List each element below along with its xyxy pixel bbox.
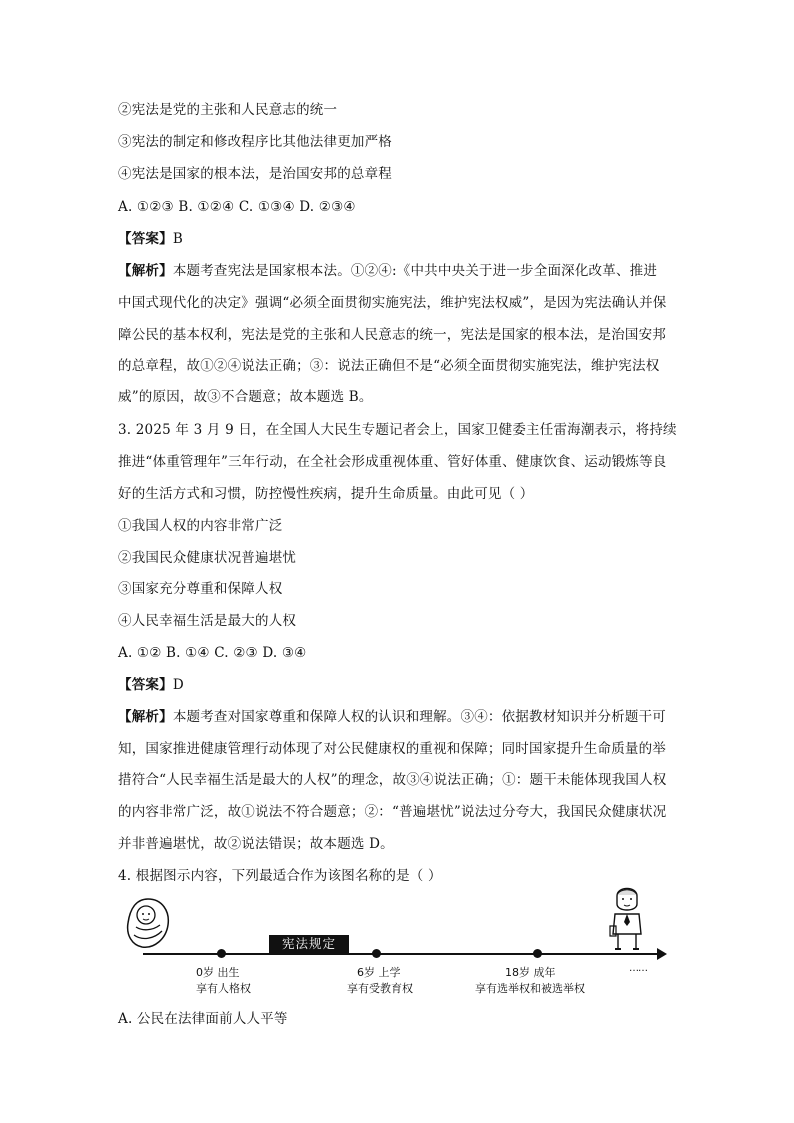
q3-answer: [118, 677, 678, 693]
point-age-label: 18岁 成年: [505, 966, 556, 979]
q2-answer: [118, 231, 678, 247]
q3-analysis-line-1: [118, 709, 678, 725]
analysis-text: 本题考查对国家尊重和保障人权的认识和理解。③④：依据教材知识并分析题干可: [172, 709, 667, 725]
q3-analysis-line-2: 知，国家推进健康管理行动体现了对公民健康权的重视和保障；同时国家提升生命质量的举: [118, 741, 666, 757]
adult-man-icon: [606, 882, 648, 952]
q2-choices: A. ①②③ B. ①②④ C. ①③④ D. ②③④: [118, 199, 356, 215]
q3-option-1: ①我国人权的内容非常广泛: [118, 518, 283, 534]
arrow-right-icon: [657, 948, 667, 960]
baby-icon: [124, 897, 172, 951]
q4-option-a: A. 公民在法律面前人人平等: [118, 1011, 288, 1027]
q2-analysis-line-3: 障公民的基本权利，宪法是党的主张和人民意志的统一，宪法是国家的根本法，是治国安邦: [118, 327, 666, 343]
q3-option-4: ④人民幸福生活是最大的人权: [118, 613, 297, 629]
point-right-label: 享有受教育权: [347, 982, 413, 995]
point-age-label: 0岁 出生: [196, 966, 240, 979]
q3-option-3: ③国家充分尊重和保障人权: [118, 581, 283, 597]
q2-analysis-line-2: 中国式现代化的决定》强调“必须全面贯彻实施宪法，维护宪法权威”，是因为宪法确认并保: [118, 295, 667, 311]
answer-label: 【答案】: [118, 677, 173, 693]
point-age-label: 6岁 上学: [357, 966, 401, 979]
q2-option-2: ②宪法是党的主张和人民意志的统一: [118, 102, 338, 118]
answer-label: 【答案】: [118, 231, 173, 247]
q2-option-4: ④宪法是国家的根本法，是治国安邦的总章程: [118, 166, 392, 182]
q3-stem-line-2: 推进“体重管理年”三年行动，在全社会形成重视体重、管好体重、健康饮食、运动锻炼等良: [118, 454, 667, 470]
q2-analysis-line-4: 的总章程，故①②④说法正确；③：说法正确但不是“必须全面贯彻实施宪法，维护宪法权: [118, 358, 660, 374]
constitution-label: 宪法规定: [269, 935, 349, 953]
point-right-label: 享有人格权: [196, 982, 251, 995]
answer-value: D: [172, 677, 184, 693]
q4-stem: 4. 根据图示内容，下列最适合作为该图名称的是（ ）: [118, 868, 442, 884]
q2-analysis-line-1: [118, 263, 678, 279]
q3-analysis-line-4: 的内容非常广泛，故①说法不符合题意；②：“普遍堪忧”说法过分夸大，我国民众健康状况: [118, 804, 667, 820]
q3-choices: A. ①② B. ①④ C. ②③ D. ③④: [118, 645, 307, 661]
q3-stem-line-3: 好的生活方式和习惯，防控慢性疾病，提升生命质量。由此可见（ ）: [118, 486, 534, 502]
q2-option-3: ③宪法的制定和修改程序比其他法律更加严格: [118, 134, 392, 150]
q3-option-2: ②我国民众健康状况普遍堪忧: [118, 550, 297, 566]
ellipsis: ……: [629, 963, 647, 974]
timeline-point: [533, 949, 542, 958]
timeline-point: [217, 949, 226, 958]
analysis-label: 【解析】: [118, 709, 173, 725]
analysis-label: 【解析】: [118, 263, 173, 279]
q3-analysis-line-5: 并非普遍堪忧，故②说法错误；故本题选 D。: [118, 836, 394, 852]
timeline-point: [372, 949, 381, 958]
analysis-text: 本题考查宪法是国家根本法。①②④:《中共中央关于进一步全面深化改革、推进: [172, 263, 658, 279]
q3-stem-line-1: 3. 2025 年 3 月 9 日，在全国人大民生专题记者会上，国家卫健委主任雷海潮表示，将持续: [118, 422, 677, 438]
answer-value: B: [172, 231, 183, 247]
q2-analysis-line-5: 威”的原因，故③不合题意；故本题选 B。: [118, 389, 373, 405]
point-right-label: 享有选举权和被选举权: [475, 982, 585, 995]
q3-analysis-line-3: 措符合“人民幸福生活是最大的人权”的理念，故③④说法正确；①：题干未能体现我国人权: [118, 772, 667, 788]
